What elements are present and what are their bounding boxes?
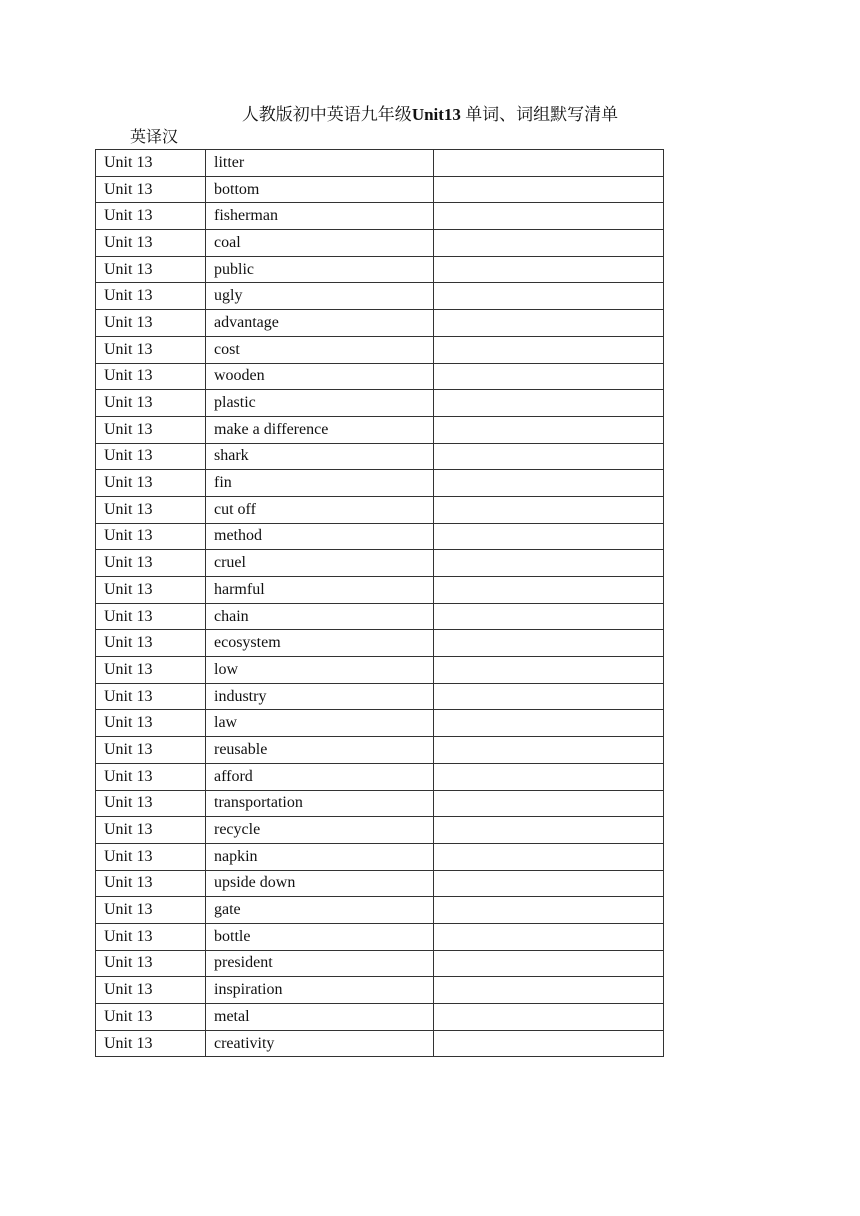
translation-blank-cell[interactable] (434, 550, 664, 577)
unit-cell: Unit 13 (96, 950, 206, 977)
translation-blank-cell[interactable] (434, 977, 664, 1004)
english-word-cell: creativity (206, 1030, 434, 1057)
unit-cell: Unit 13 (96, 1004, 206, 1031)
unit-cell: Unit 13 (96, 737, 206, 764)
translation-blank-cell[interactable] (434, 523, 664, 550)
translation-blank-cell[interactable] (434, 283, 664, 310)
unit-cell: Unit 13 (96, 390, 206, 417)
english-word-cell: afford (206, 763, 434, 790)
english-word-cell: recycle (206, 817, 434, 844)
unit-cell: Unit 13 (96, 577, 206, 604)
english-word-cell: advantage (206, 310, 434, 337)
english-word-cell: inspiration (206, 977, 434, 1004)
english-word-cell: transportation (206, 790, 434, 817)
table-row (96, 737, 664, 764)
table-row (96, 550, 664, 577)
title-prefix: 人教版初中英语九年级 (241, 105, 412, 124)
table-row (96, 310, 664, 337)
translation-blank-cell[interactable] (434, 230, 664, 257)
table-row (96, 443, 664, 470)
table-row (96, 630, 664, 657)
english-word-cell: make a difference (206, 416, 434, 443)
table-row (96, 977, 664, 1004)
english-word-cell: method (206, 523, 434, 550)
translation-blank-cell[interactable] (434, 256, 664, 283)
unit-cell: Unit 13 (96, 256, 206, 283)
unit-cell: Unit 13 (96, 630, 206, 657)
unit-cell: Unit 13 (96, 470, 206, 497)
unit-cell: Unit 13 (96, 763, 206, 790)
english-word-cell: ugly (206, 283, 434, 310)
table-row (96, 203, 664, 230)
unit-cell: Unit 13 (96, 843, 206, 870)
table-row (96, 790, 664, 817)
table-row (96, 283, 664, 310)
table-row (96, 470, 664, 497)
english-word-cell: upside down (206, 870, 434, 897)
unit-cell: Unit 13 (96, 683, 206, 710)
title-suffix: 单词、词组默写清单 (465, 105, 619, 124)
unit-cell: Unit 13 (96, 336, 206, 363)
table-row (96, 496, 664, 523)
unit-cell: Unit 13 (96, 657, 206, 684)
english-word-cell: napkin (206, 843, 434, 870)
table-row (96, 1030, 664, 1057)
english-word-cell: plastic (206, 390, 434, 417)
unit-cell: Unit 13 (96, 203, 206, 230)
translation-blank-cell[interactable] (434, 790, 664, 817)
table-row (96, 230, 664, 257)
unit-cell: Unit 13 (96, 790, 206, 817)
unit-cell: Unit 13 (96, 416, 206, 443)
english-word-cell: industry (206, 683, 434, 710)
table-row (96, 150, 664, 177)
english-word-cell: chain (206, 603, 434, 630)
translation-blank-cell[interactable] (434, 577, 664, 604)
english-word-cell: fin (206, 470, 434, 497)
unit-cell: Unit 13 (96, 283, 206, 310)
english-word-cell: reusable (206, 737, 434, 764)
translation-blank-cell[interactable] (434, 603, 664, 630)
unit-cell: Unit 13 (96, 496, 206, 523)
english-word-cell: coal (206, 230, 434, 257)
translation-blank-cell[interactable] (434, 763, 664, 790)
table-row (96, 416, 664, 443)
table-row (96, 870, 664, 897)
english-word-cell: bottle (206, 923, 434, 950)
table-row (96, 843, 664, 870)
table-row (96, 390, 664, 417)
vocabulary-table (95, 149, 664, 1057)
table-row (96, 950, 664, 977)
unit-cell: Unit 13 (96, 443, 206, 470)
english-word-cell: ecosystem (206, 630, 434, 657)
document-title (0, 104, 860, 126)
translation-blank-cell[interactable] (434, 203, 664, 230)
table-row (96, 256, 664, 283)
unit-cell: Unit 13 (96, 923, 206, 950)
english-word-cell: wooden (206, 363, 434, 390)
table-row (96, 923, 664, 950)
table-row (96, 657, 664, 684)
translation-blank-cell[interactable] (434, 950, 664, 977)
translation-blank-cell[interactable] (434, 363, 664, 390)
translation-blank-cell[interactable] (434, 817, 664, 844)
translation-blank-cell[interactable] (434, 1004, 664, 1031)
table-row (96, 363, 664, 390)
english-word-cell: gate (206, 897, 434, 924)
translation-blank-cell[interactable] (434, 923, 664, 950)
table-row (96, 897, 664, 924)
translation-blank-cell[interactable] (434, 336, 664, 363)
translation-blank-cell[interactable] (434, 310, 664, 337)
table-row (96, 336, 664, 363)
translation-blank-cell[interactable] (434, 710, 664, 737)
english-word-cell: litter (206, 150, 434, 177)
translation-blank-cell[interactable] (434, 657, 664, 684)
table-row (96, 523, 664, 550)
unit-cell: Unit 13 (96, 230, 206, 257)
english-word-cell: low (206, 657, 434, 684)
english-word-cell: fisherman (206, 203, 434, 230)
table-row (96, 817, 664, 844)
title-unit: Unit13 (411, 105, 461, 124)
translation-blank-cell[interactable] (434, 1030, 664, 1057)
english-word-cell: public (206, 256, 434, 283)
table-row (96, 176, 664, 203)
table-row (96, 603, 664, 630)
english-word-cell: cut off (206, 496, 434, 523)
table-row (96, 683, 664, 710)
unit-cell: Unit 13 (96, 603, 206, 630)
english-word-cell: metal (206, 1004, 434, 1031)
unit-cell: Unit 13 (96, 977, 206, 1004)
unit-cell: Unit 13 (96, 1030, 206, 1057)
english-word-cell: law (206, 710, 434, 737)
translation-blank-cell[interactable] (434, 843, 664, 870)
unit-cell: Unit 13 (96, 897, 206, 924)
translation-blank-cell[interactable] (434, 870, 664, 897)
unit-cell: Unit 13 (96, 710, 206, 737)
english-word-cell: cruel (206, 550, 434, 577)
unit-cell: Unit 13 (96, 870, 206, 897)
translation-blank-cell[interactable] (434, 630, 664, 657)
english-word-cell: harmful (206, 577, 434, 604)
unit-cell: Unit 13 (96, 363, 206, 390)
unit-cell: Unit 13 (96, 310, 206, 337)
translation-blank-cell[interactable] (434, 470, 664, 497)
translation-blank-cell[interactable] (434, 897, 664, 924)
table-row (96, 763, 664, 790)
table-row (96, 710, 664, 737)
translation-blank-cell[interactable] (434, 390, 664, 417)
translation-blank-cell[interactable] (434, 496, 664, 523)
unit-cell: Unit 13 (96, 550, 206, 577)
table-row (96, 1004, 664, 1031)
english-word-cell: shark (206, 443, 434, 470)
translation-blank-cell[interactable] (434, 737, 664, 764)
section-subtitle: 英译汉 (130, 129, 179, 146)
translation-blank-cell[interactable] (434, 443, 664, 470)
translation-blank-cell[interactable] (434, 683, 664, 710)
english-word-cell: cost (206, 336, 434, 363)
unit-cell: Unit 13 (96, 817, 206, 844)
english-word-cell: bottom (206, 176, 434, 203)
vocabulary-table-body (96, 150, 664, 1057)
unit-cell: Unit 13 (96, 150, 206, 177)
table-row (96, 577, 664, 604)
translation-blank-cell[interactable] (434, 416, 664, 443)
translation-blank-cell[interactable] (434, 150, 664, 177)
translation-blank-cell[interactable] (434, 176, 664, 203)
english-word-cell: president (206, 950, 434, 977)
unit-cell: Unit 13 (96, 176, 206, 203)
unit-cell: Unit 13 (96, 523, 206, 550)
